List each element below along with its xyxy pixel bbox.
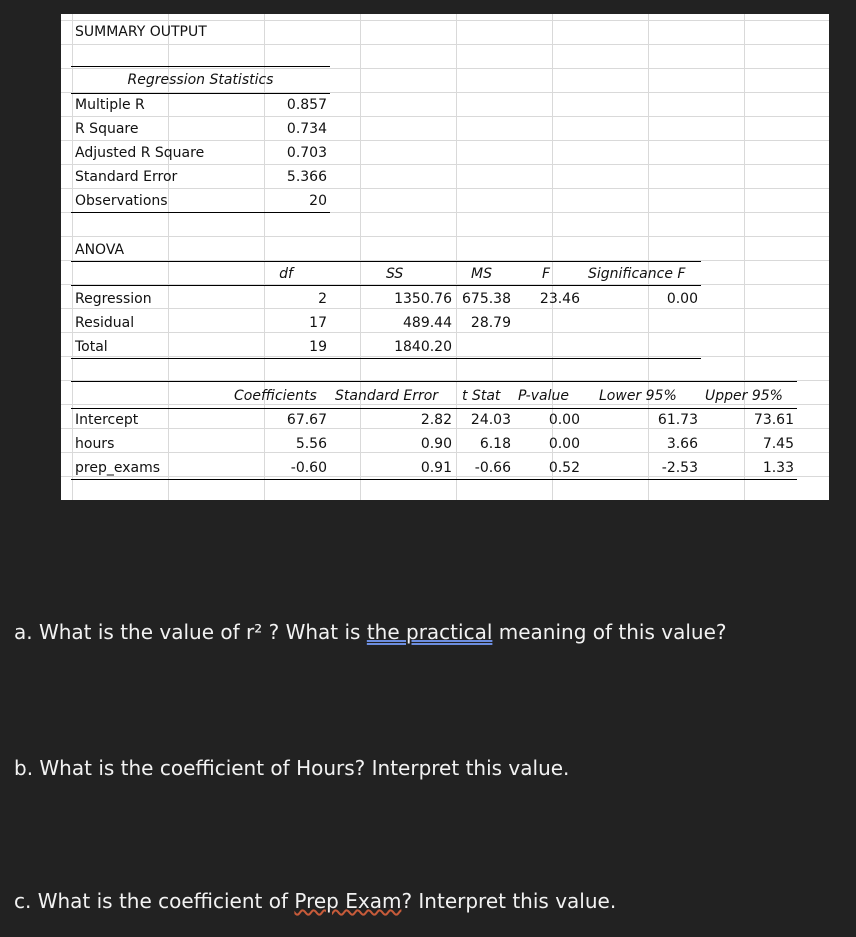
coef-se: 2.82 [420,412,452,428]
coef-value: -0.60 [290,460,327,476]
anova-title: ANOVA [75,242,125,258]
question-c [14,889,616,913]
coef-t: 24.03 [470,412,511,428]
question-a [14,620,726,644]
anova-header-ms: MS [471,266,492,282]
regstat-value: 20 [309,193,327,209]
coef-se: 0.91 [420,460,452,476]
summary-title: SUMMARY OUTPUT [75,24,207,40]
question-b: b. What is the coefficient of Hours? Interpret this value. [14,756,570,780]
coef-p: 0.00 [548,436,580,452]
regstats-bottom-rule [71,212,330,213]
anova-ms: 28.79 [470,315,511,331]
anova-f: 23.46 [539,291,580,307]
coef-header: P-value [518,388,569,404]
regstat-value: 5.366 [286,169,327,185]
anova-row-label: Regression [75,291,152,307]
anova-ss: 1840.20 [394,339,452,355]
coef-header-rule [71,408,797,409]
coef-se: 0.90 [420,436,452,452]
coef-bottom-rule [71,479,797,480]
regstat-label: Observations [75,193,168,209]
coef-lower: -2.53 [661,460,698,476]
anova-header-df: df [279,266,293,282]
coef-row-label: Intercept [75,412,139,428]
anova-bottom-rule [71,358,701,359]
coef-p: 0.00 [548,412,580,428]
question-a-prefix: a. What is the value of r² ? What is [14,620,367,644]
anova-top-rule [71,261,701,262]
anova-header-f: F [542,266,551,282]
coef-row-label: hours [75,436,115,452]
coef-header: Coefficients [234,388,317,404]
anova-header-sig: Significance F [588,266,686,282]
coef-top-rule [71,381,797,382]
coef-t: 6.18 [479,436,511,452]
coef-upper: 73.61 [753,412,794,428]
anova-header-rule [71,285,701,286]
coef-row-label: prep_exams [75,460,160,476]
regstat-value: 0.857 [286,97,327,113]
coef-header: Standard Error [335,388,439,404]
question-c-prefix: c. What is the coefficient of [14,889,295,913]
anova-df: 17 [309,315,327,331]
regstats-header: Regression Statistics [127,72,274,88]
regstat-label: Multiple R [75,97,145,113]
anova-header-ss: SS [386,266,404,282]
coef-lower: 61.73 [657,412,698,428]
regstats-top-rule [71,66,330,67]
anova-df: 2 [318,291,327,307]
regstat-value: 0.703 [286,145,327,161]
question-a-underlined: the practical [366,620,493,644]
question-c-underlined: Prep Exam [294,889,402,913]
question-a-suffix: meaning of this value? [492,620,727,644]
anova-row-label: Total [75,339,108,355]
coef-value: 5.56 [295,436,327,452]
coef-header: t Stat [462,388,501,404]
anova-sig: 0.00 [666,291,698,307]
anova-df: 19 [309,339,327,355]
anova-ms: 675.38 [462,291,511,307]
regstat-label: Standard Error [75,169,178,185]
coef-header: Lower 95% [599,388,677,404]
regstat-value: 0.734 [286,121,327,137]
regstat-label: R Square [75,121,139,137]
coef-value: 67.67 [286,412,327,428]
coef-header: Upper 95% [705,388,783,404]
coef-upper: 7.45 [762,436,794,452]
anova-row-label: Residual [75,315,135,331]
coef-t: -0.66 [474,460,511,476]
coef-p: 0.52 [548,460,580,476]
spreadsheet-summary-output [61,14,829,500]
coef-upper: 1.33 [762,460,794,476]
regstats-header-rule [71,93,330,94]
regstat-label: Adjusted R Square [75,145,205,161]
question-c-suffix: ? Interpret this value. [401,889,617,913]
anova-ss: 1350.76 [394,291,452,307]
anova-ss: 489.44 [403,315,452,331]
coef-lower: 3.66 [666,436,698,452]
